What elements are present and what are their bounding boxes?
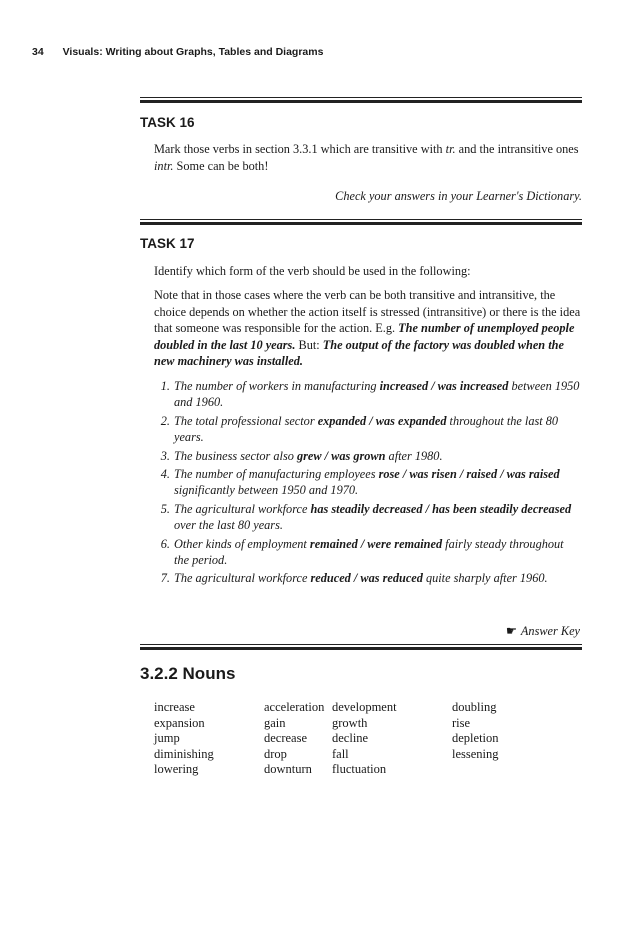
section-title: 3.2.2 Nouns [140,664,236,683]
running-header [32,46,323,58]
list-item: 6. Other kinds of employment remained / were remained fairly steady throughout the period. [160,536,564,568]
list-item: 7. The agricultural workforce reduced / was reduced quite sharply after 1960. [160,571,548,586]
task16-heading: TASK 16 [140,115,195,130]
list-item: 2. The total professional sector expanded / was expanded throughout the last 80 years. [160,413,559,445]
noun-column: development growth decline fall fluctuation [332,700,397,776]
running-title: Visuals: Writing about Graphs, Tables and Diagrams [62,46,324,58]
section-rule [140,219,582,225]
list-item: 3. The business sector also grew / was grown after 1980. [160,448,443,463]
task17-heading: TASK 17 [140,236,195,251]
answer-key-link[interactable]: ☛ Answer Key [505,624,580,638]
exercise-list [154,378,580,589]
task16-check-note: Check your answers in your Learner's Dictionary. [335,189,582,203]
list-item: 1. The number of workers in manufacturing increased / was increased between 1950 and 1960. [160,379,580,410]
section-rule [140,644,582,650]
noun-column: acceleration gain decrease drop downturn [264,700,325,776]
noun-column: increase expansion jump diminishing lowering [154,700,214,776]
pointing-hand-icon: ☛ [505,624,517,638]
section-rule [140,97,582,103]
task17-note: Note that in those cases where the verb can be both transitive and intransitive, the choice depends on whether the action itself is stressed (intransitive) or there is the idea that someone was responsible for the action. E.g. The number of unemployed people doubled in the last 10 years. But: The output of the factory was doubled when the new machinery was installed. [154,288,581,368]
noun-column: doubling rise depletion lessening [452,700,499,761]
task16-instructions: Mark those verbs in section 3.3.1 which are transitive with tr. and the intransitive ones intr. Some can be both! [154,142,579,173]
task17-intro: Identify which form of the verb should be used in the following: [154,264,471,278]
list-item: 4. The number of manufacturing employees rose / was risen / raised / was raised significantly between 1950 and 1970. [160,467,560,498]
list-item: 5. The agricultural workforce has steadily decreased / has been steadily decreased over the last 80 years. [160,501,572,533]
page-number: 34 [32,46,44,58]
